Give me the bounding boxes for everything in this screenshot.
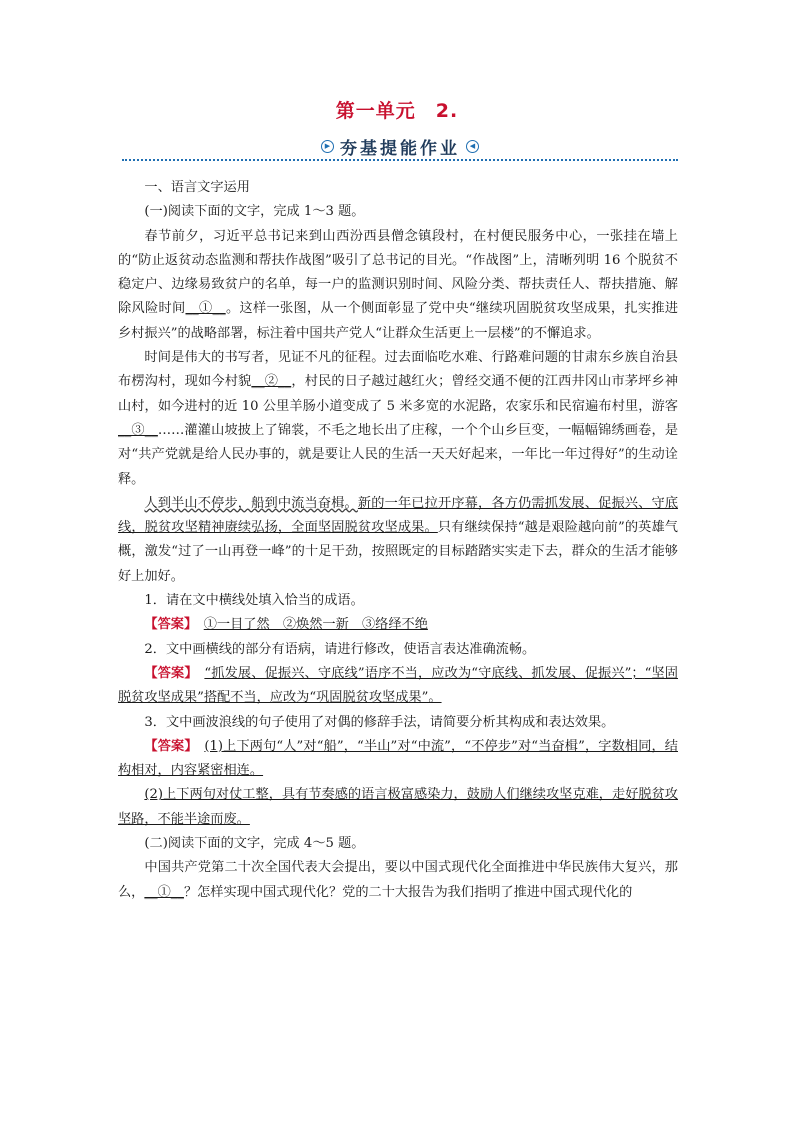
main-content <box>118 176 678 905</box>
p3-text-rest: 只有继续保持“越是艰险越向前”的英雄气概，激发“过了一山再登一峰”的十足干劲，按照既定的目标踏踏实实走下去，群众的生活才能够好上加好。 <box>118 520 678 584</box>
p4-text-b: ？怎样实现中国式现代化？党的二十大报告为我们指明了推进中国式现代化的 <box>183 884 633 900</box>
dotted-divider <box>122 159 678 161</box>
p2-text-b: ，村民的日子越过越红火；曾经交通不便的江西井冈山市茅坪乡神山村，如今进村的近 10 公里羊肠小道变成了 5 米多宽的水泥路，农家乐和民宿遍布村里，游客 <box>118 374 679 414</box>
answer-3-part-2 <box>118 783 678 832</box>
section-1-title: 一、语言文字运用 <box>144 180 250 195</box>
question-2: 2．文中画横线的部分有语病，请进行修改，使语言表达准确流畅。 <box>144 641 536 657</box>
p2-text-a: 时间是伟大的书写者，见证不凡的征程。过去面临吃水难、行路难问题的甘肃东乡族自治县布楞沟村，现如今村貌 <box>118 350 678 390</box>
p4-text-a: 中国共产党第二十次全国代表大会提出，要以中国式现代化全面推进中华民族伟大复兴，那么， <box>118 860 678 900</box>
right-arrow-icon: ▶ <box>321 140 334 153</box>
section-banner <box>122 132 678 162</box>
answer-3-text-1: (1)上下两句“人”对“船”，“半山”对“中流”，“不停步”对“当奋楫”，字数相同，结构相对，内容紧密相连。 <box>118 738 678 779</box>
question-1: 1．请在文中横线处填入恰当的成语。 <box>144 593 364 609</box>
section-2-intro: (二)阅读下面的文字，完成 4～5 题。 <box>144 836 365 852</box>
p1-text-b: 。这样一张图，从一个侧面彰显了党中央“继续巩固脱贫攻坚成果，扎实推进乡村振兴”的战略部署，标注着中国共产党人“让群众生活更上一层楼”的不懈追求。 <box>118 301 679 341</box>
p1-text-a: 春节前夕，习近平总书记来到山西汾西县僧念镇段村，在村便民服务中心，一张挂在墙上的“防止返贫动态监测和帮扶作战图”吸引了总书记的目光。“作战图”上，清晰列明 16 个脱贫不稳定户、边缘易致贫户的名单，每一户的监测识别时间、风险分类、帮扶责任人、帮扶措施、解除风险时间 <box>118 228 678 317</box>
paragraph-3 <box>118 492 678 589</box>
answer-2 <box>118 662 678 711</box>
underlined-sentence: 新的一年已拉开序幕，各方仍需抓发展、促振兴、守底线，脱贫攻坚精神赓续弘扬，全面坚固脱贫攻坚成果。 <box>118 495 679 536</box>
answer-2-text: “抓发展、促振兴、守底线”语序不当，应改为“守底线、抓发展、促振兴”；“坚固脱贫攻坚成果”搭配不当，应改为“巩固脱贫攻坚成果”。 <box>118 665 678 706</box>
answer-3-text-2: (2)上下两句对仗工整，具有节奏感的语言极富感染力，鼓励人们继续攻坚克难，走好脱贫攻坚路，不能半途而废。 <box>118 787 678 827</box>
question-3: 3．文中画波浪线的句子使用了对偶的修辞手法，请简要分析其构成和表达效果。 <box>144 714 615 730</box>
answer-tag: 【答案】 <box>144 738 192 754</box>
wavy-underlined-sentence: 人到半山不停步，船到中流当奋楫。 <box>144 495 358 511</box>
paragraph-2 <box>118 346 678 492</box>
answer-3 <box>118 735 678 784</box>
blank-1: __①__ <box>185 301 226 317</box>
section-1-intro: (一)阅读下面的文字，完成 1～3 题。 <box>144 204 365 220</box>
answer-1 <box>118 613 678 637</box>
unit-title: 第一单元 2. <box>335 100 459 122</box>
paragraph-1 <box>118 225 678 346</box>
answer-1-text: ①一目了然 ②焕然一新 ③络绎不绝 <box>203 617 428 633</box>
blank-3: __③__ <box>118 422 158 438</box>
paragraph-4 <box>118 856 678 905</box>
answer-tag: 【答案】 <box>144 617 191 633</box>
answer-tag: 【答案】 <box>144 665 192 681</box>
left-arrow-icon: ◀ <box>466 140 479 153</box>
banner-label: 夯基提能作业 <box>340 138 460 159</box>
p2-text-c: ……灌灌山坡披上了锦裳，不毛之地长出了庄稼，一个个山乡巨变，一幅幅锦绣画卷，是对“共产党就是给人民办事的，就是要让人民的生活一天天好起来，一年比一年过得好”的生动诠释。 <box>118 422 679 487</box>
blank-2: __②__ <box>251 374 292 390</box>
banner-label-box <box>311 134 489 158</box>
blank-4: __①__ <box>144 884 184 900</box>
